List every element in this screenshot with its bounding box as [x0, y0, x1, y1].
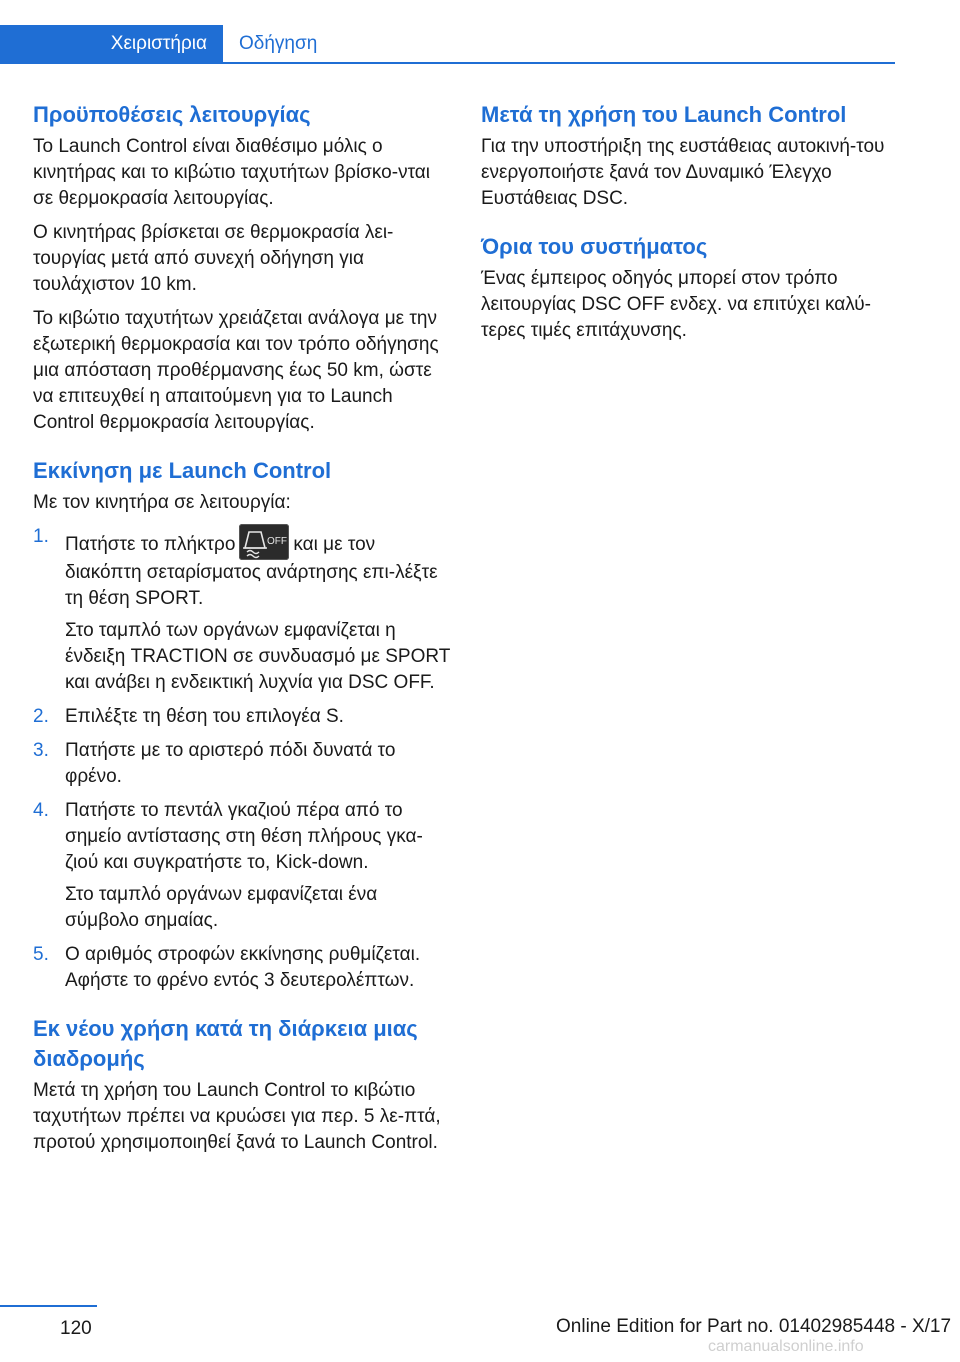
step-note: Στο ταμπλό οργάνων εμφανίζεται ένα σύμβολο σημαίας.: [65, 884, 378, 931]
steps-list: [33, 524, 453, 994]
tab-driving[interactable]: Οδήγηση: [239, 33, 318, 54]
paragraph: Ο κινητήρας βρίσκεται σε θερμοκρασία λει‐τουργίας μετά από συνεχή οδήγηση για τουλάχιστον 10 km.: [33, 222, 394, 295]
step-number: 4.: [33, 800, 49, 821]
list-item: [33, 942, 453, 994]
paragraph: Μετά τη χρήση του Launch Control το κιβώτιο ταχυτήτων πρέπει να κρυώσει για περ. 5 λε‐πτά, προτού χρησιμοποιηθεί ξανά το Launch Control.: [33, 1080, 441, 1153]
watermark: carmanualsonline.info: [708, 1338, 864, 1355]
section-title-system-limits: Όρια του συστήματος: [481, 234, 708, 259]
step-text: [65, 524, 453, 612]
dsc-off-key-icon: [239, 524, 289, 560]
step-text-pre: Πατήστε το πλήκτρο: [65, 534, 236, 555]
step-text-post: και με τον διακόπτη σεταρίσματος ανάρτησης επι‐λέξτε τη θέση SPORT.: [65, 534, 438, 609]
paragraph: Για την υποστήριξη της ευστάθειας αυτοκινή‐του ενεργοποιήστε ξανά τον Δυναμικό Έλεγχο Ευστάθειας DSC.: [481, 136, 885, 209]
left-column: [33, 100, 453, 1164]
paragraph: Το Launch Control είναι διαθέσιμο μόλις ο κινητήρας και το κιβώτιο ταχυτήτων βρίσκο‐νται σε θερμοκρασία λειτουργίας.: [33, 136, 431, 209]
paragraph: Ένας έμπειρος οδηγός μπορεί στον τρόπο λειτουργίας DSC OFF ενδεχ. να επιτύχει καλύ‐τερες τιμές επιτάχυνσης.: [481, 268, 871, 341]
section-title-reuse: Εκ νέου χρήση κατά τη διάρκεια μιας διαδρομής: [33, 1016, 418, 1071]
edition-note: Online Edition for Part no. 01402985448 - X/17: [556, 1316, 952, 1337]
paragraph: Το κιβώτιο ταχυτήτων χρειάζεται ανάλογα με την εξωτερική θερμοκρασία και τον τρόπο οδήγησης μια απόσταση προθέρμανσης έως 50 km, ώστε να επιτευχθεί η απαιτούμενη για το Launch Control θερμοκρασία λειτουργίας.: [33, 308, 439, 433]
step-number: 1.: [33, 526, 49, 547]
right-column: [481, 100, 901, 352]
header-tabs: [0, 25, 895, 64]
step-text: Πατήστε το πεντάλ γκαζιού πέρα από το σημείο αντίστασης στη θέση πλήρους γκα‐ζιού και συγκρατήστε το, Kick-down.: [65, 800, 423, 873]
step-text: Πατήστε με το αριστερό πόδι δυνατά το φρένο.: [65, 740, 396, 787]
step-text: Ο αριθμός στροφών εκκίνησης ρυθμίζεται. Αφήστε το φρένο εντός 3 δευτερολέπτων.: [65, 944, 421, 991]
step-number: 3.: [33, 740, 49, 761]
section-title-after-use: Μετά τη χρήση του Launch Control: [481, 102, 847, 127]
step-number: 5.: [33, 944, 49, 965]
dsc-key-label: OFF: [267, 536, 288, 547]
list-item: [33, 798, 453, 934]
list-item: [33, 524, 453, 696]
tab-controls[interactable]: Χειριστήρια: [0, 25, 223, 62]
step-note: Στο ταμπλό των οργάνων εμφανίζεται η ένδειξη TRACTION σε συνδυασμό με SPORT και ανάβει η ενδεικτική λυχνία για DSC OFF.: [65, 620, 451, 693]
paragraph: Με τον κινητήρα σε λειτουργία:: [33, 492, 291, 513]
list-item: [33, 704, 453, 730]
list-item: [33, 738, 453, 790]
section-title-prerequisites: Προϋποθέσεις λειτουργίας: [33, 102, 311, 127]
footer-divider: [0, 1305, 97, 1307]
step-text: Επιλέξτε τη θέση του επιλογέα S.: [65, 706, 344, 727]
page-number: 120: [60, 1318, 92, 1339]
section-title-launch-start: Εκκίνηση με Launch Control: [33, 458, 332, 483]
step-number: 2.: [33, 706, 49, 727]
